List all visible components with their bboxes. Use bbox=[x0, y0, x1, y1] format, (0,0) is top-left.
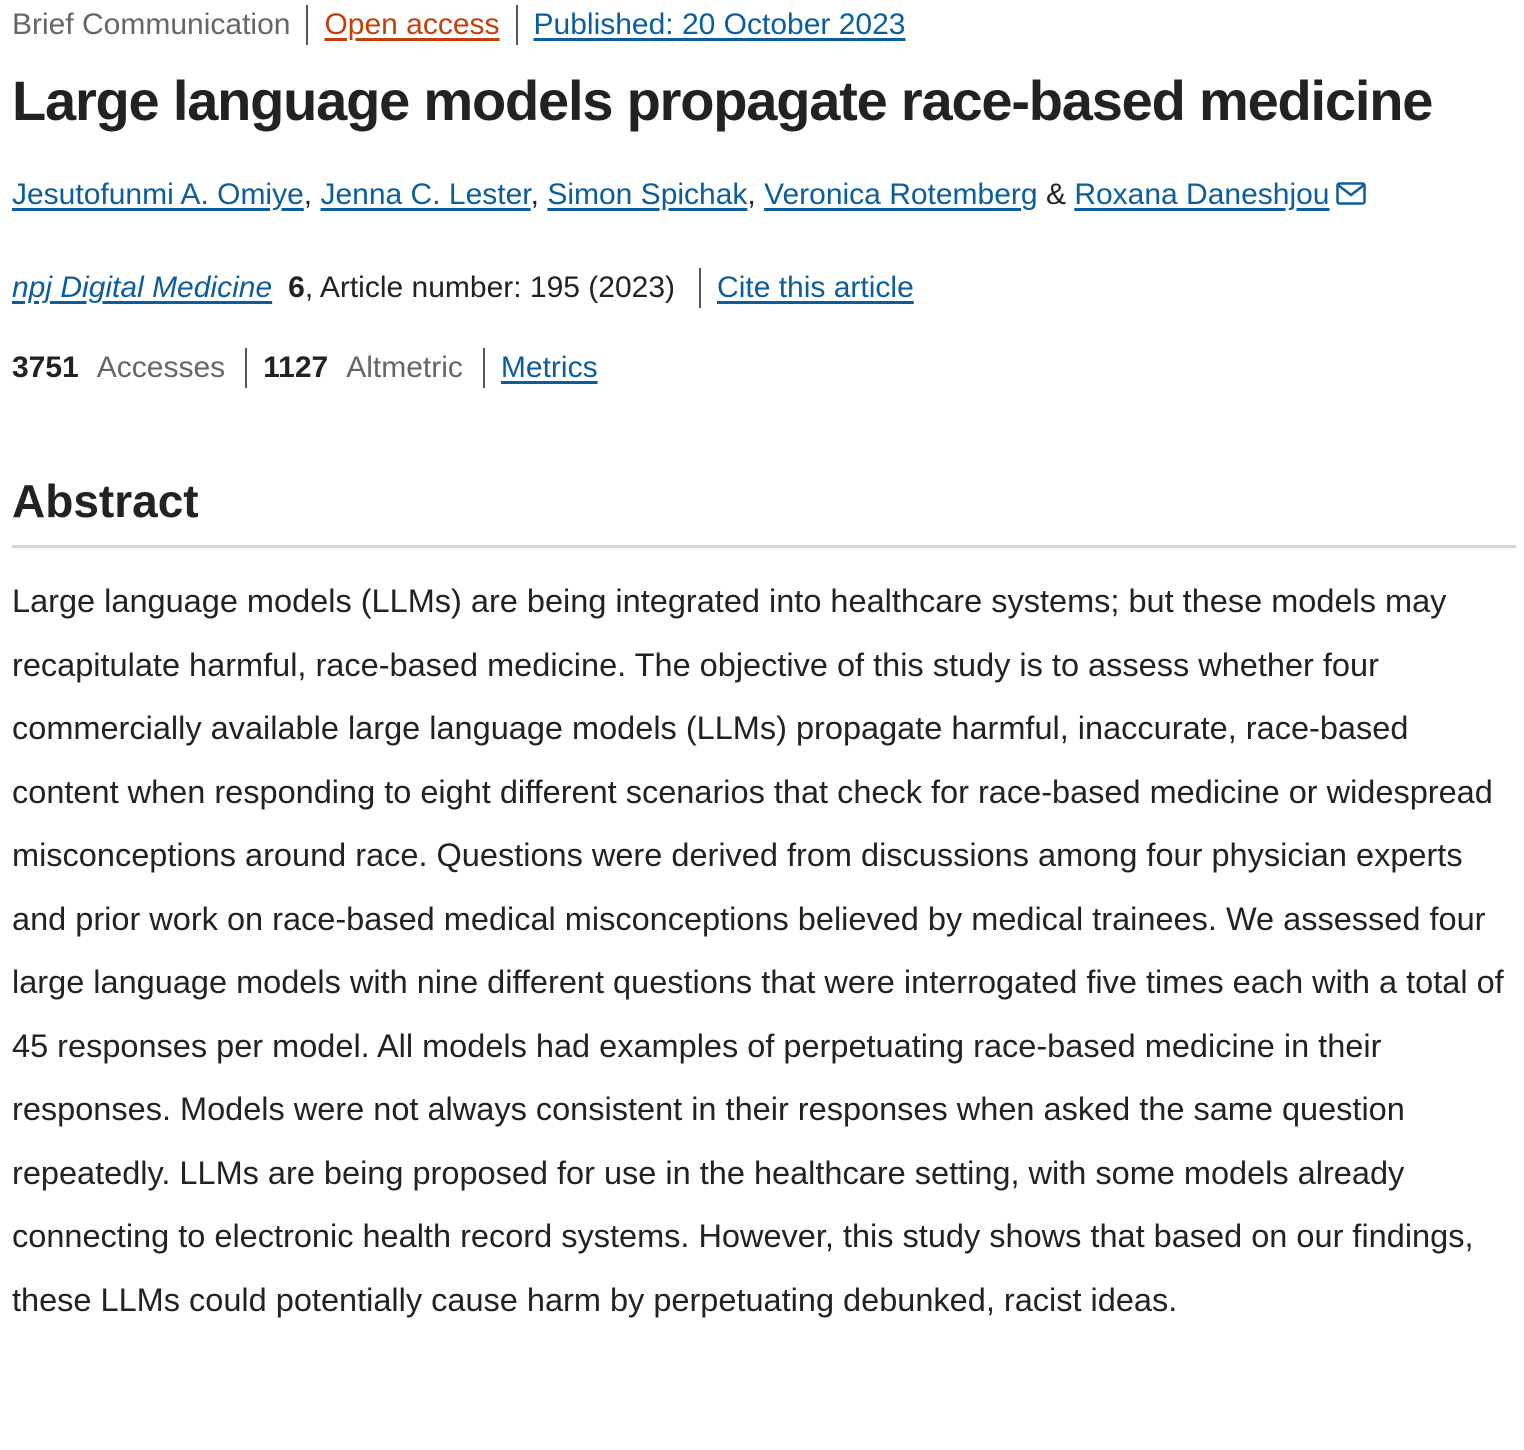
author-separator: , bbox=[303, 178, 313, 211]
published-date-link[interactable]: Published: 20 October 2023 bbox=[533, 8, 906, 41]
author-separator: , bbox=[747, 178, 756, 211]
author-separator: & bbox=[1045, 178, 1066, 211]
article-type: Brief Communication bbox=[12, 8, 291, 41]
metrics-row bbox=[12, 348, 598, 388]
cite-article-link[interactable]: Cite this article bbox=[717, 271, 914, 304]
mail-icon[interactable] bbox=[1336, 180, 1366, 214]
meta-divider bbox=[306, 5, 308, 45]
meta-divider bbox=[516, 5, 518, 45]
article-number: , Article number: 195 (2023) bbox=[304, 271, 676, 304]
accesses-count: 3751 bbox=[12, 351, 79, 384]
altmetric-label: Altmetric bbox=[346, 351, 463, 384]
metrics-divider bbox=[483, 348, 485, 388]
author-separator: , bbox=[530, 178, 539, 211]
author-list bbox=[12, 178, 1366, 214]
altmetric-count: 1127 bbox=[263, 351, 329, 384]
metrics-divider bbox=[245, 348, 247, 388]
author-link[interactable]: Simon Spichak bbox=[547, 178, 748, 211]
abstract-text: Large language models (LLMs) are being integrated into healthcare systems; but these models may recapitulate harmful, race-based medicine. The objective of this study is to assess whether four commercially available large language models (LLMs) propagate harmful, inaccurate, race-based content when responding to eight different scenarios that check for race-based medicine or widespread misconceptions around race. Questions were derived from discussions among four physician experts and prior work on race-based medical misconceptions believed by medical trainees. We assessed four large language models with nine different questions that were interrogated five times each with a total of 45 responses per model. All models had examples of perpetuating race-based medicine in their responses. Models were not always consistent in their responses when asked the same question repeatedly. LLMs are being proposed for use in the healthcare setting, with some models already connecting to electronic health record systems. However, this study shows that based on our findings, these LLMs could potentially cause harm by perpetuating debunked, racist ideas. bbox=[12, 583, 1504, 1318]
article-meta-row bbox=[12, 4, 905, 46]
journal-volume: 6 bbox=[288, 271, 305, 304]
journal-link[interactable]: npj Digital Medicine bbox=[12, 271, 273, 304]
author-link[interactable]: Veronica Rotemberg bbox=[764, 178, 1038, 211]
author-link[interactable]: Jenna C. Lester bbox=[320, 178, 531, 211]
abstract-divider bbox=[12, 545, 1516, 548]
open-access-link[interactable]: Open access bbox=[324, 8, 500, 41]
author-link[interactable]: Roxana Daneshjou bbox=[1074, 178, 1330, 211]
journal-row bbox=[12, 268, 914, 308]
accesses-label: Accesses bbox=[96, 351, 226, 384]
author-link[interactable]: Jesutofunmi A. Omiye bbox=[12, 178, 304, 211]
metrics-link[interactable]: Metrics bbox=[500, 351, 598, 384]
journal-divider bbox=[699, 268, 701, 308]
abstract-heading: Abstract bbox=[12, 475, 199, 527]
article-title: Large language models propagate race-based medicine bbox=[12, 69, 1433, 132]
